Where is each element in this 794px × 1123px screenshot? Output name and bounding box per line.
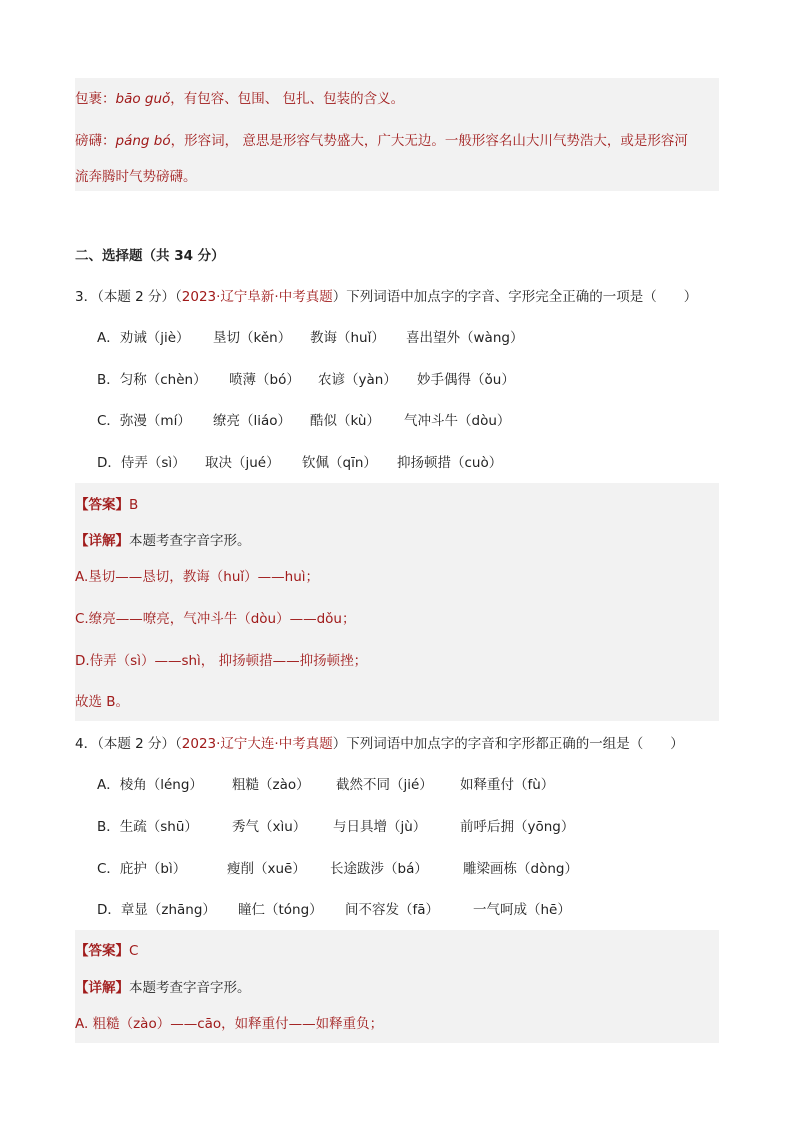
q3-option-b-2: 喷薄（bó） (229, 372, 300, 388)
q3-explanation-c: C.缭亮——嘹亮，气冲斗牛（dòu）——dǒu； (75, 611, 356, 627)
q4-option-d-1: D．章显（zhāng） (97, 902, 216, 918)
q4-option-b-2: 秀气（xìu） (232, 819, 307, 835)
q4-stem (75, 735, 684, 753)
top-line-3: 流奔腾时气势磅礴。 (75, 169, 197, 185)
q3-option-b-1: B．匀称（chèn） (97, 372, 207, 388)
q4-option-c-2: 瘦削（xuē） (227, 861, 306, 877)
q4-answer-line (75, 942, 138, 960)
q3-suffix: ）下列词语中加点字的字音、字形完全正确的一项是（ ） (332, 289, 698, 305)
desc-baoguo: ，有包容、包围、 包扎、包装的含义。 (170, 91, 405, 107)
q3-option-c-3: 酷似（kù） (310, 413, 380, 429)
term-pangbo: 磅礴： (75, 133, 116, 149)
q3-option-a-3: 教诲（huǐ） (310, 330, 385, 346)
q3-option-a-1: A．劝诫（jiè） (97, 330, 190, 346)
top-line-2 (75, 132, 688, 150)
q4-option-c-3: 长途跋涉（bá） (330, 861, 428, 877)
q4-option-c-1: C．庇护（bì） (97, 861, 187, 877)
q3-option-b-4: 妙手偶得（ǒu） (417, 372, 515, 388)
q4-suffix: ）下列词语中加点字的字音和字形都正确的一组是（ ） (332, 736, 684, 752)
q4-detail-label: 【详解】 (75, 980, 129, 996)
q4-option-b-1: B．生疏（shū） (97, 819, 198, 835)
q3-answer-line (75, 496, 138, 514)
q4-detail-text: 本题考查字音字形。 (129, 980, 251, 996)
q3-prefix: 3．（本题 2 分）（ (75, 289, 182, 305)
q4-option-a-4: 如释重付（fù） (460, 777, 555, 793)
q4-option-d-2: 瞳仁（tóng） (238, 902, 323, 918)
q4-option-d-4: 一气呵成（hē） (473, 902, 571, 918)
q4-option-b-4: 前呼后拥（yōng） (460, 819, 575, 835)
q4-option-c-4: 雕梁画栋（dòng） (463, 861, 578, 877)
q3-option-c-2: 缭亮（liáo） (213, 413, 292, 429)
q4-option-b-3: 与日具增（jù） (333, 819, 427, 835)
section-title: 二、选择题（共 34 分） (75, 248, 225, 264)
q4-option-a-1: A．棱角（léng） (97, 777, 203, 793)
q3-option-c-1: C．弥漫（mí） (97, 413, 191, 429)
q4-answer-label: 【答案】 (75, 943, 129, 959)
q4-explanation-a: A. 粗糙（zào）——cāo，如释重付——如释重负； (75, 1016, 384, 1032)
q3-option-a-4: 喜出望外（wàng） (406, 330, 524, 346)
q4-option-d-3: 间不容发（fā） (345, 902, 440, 918)
pinyin-pangbo: páng bó (115, 133, 171, 149)
q3-answer-block (75, 483, 719, 721)
q3-option-d-2: 取决（jué） (205, 455, 280, 471)
q3-answer: B (129, 497, 139, 513)
q3-detail-line (75, 532, 251, 550)
q3-answer-label: 【答案】 (75, 497, 129, 513)
q3-explanation-a: A.垦切——恳切，教诲（huǐ）——huì； (75, 569, 320, 585)
desc-pangbo: ，形容词， 意思是形容气势盛大，广大无边。一般形容名山大川气势浩大，或是形容河 (170, 133, 688, 149)
q3-explanation-d: D.侍弄（sì）——shì， 抑扬顿措——抑扬顿挫； (75, 653, 368, 669)
q3-option-d-3: 钦佩（qīn） (302, 455, 377, 471)
q3-option-c-4: 气冲斗牛（dòu） (404, 413, 511, 429)
q4-answer: C (129, 943, 139, 959)
q3-conclusion: 故选 B。 (75, 694, 130, 710)
q3-option-b-3: 农谚（yàn） (318, 372, 397, 388)
term-baoguo: 包裹： (75, 91, 116, 107)
q3-detail-text: 本题考查字音字形。 (129, 533, 251, 549)
q3-source: 2023·辽宁阜新·中考真题 (181, 289, 333, 305)
q4-prefix: 4．（本题 2 分）（ (75, 736, 182, 752)
q3-option-a-2: 垦切（kěn） (213, 330, 292, 346)
q3-stem (75, 288, 697, 306)
q3-option-d-4: 抑扬顿措（cuò） (397, 455, 503, 471)
top-line-1 (75, 90, 404, 108)
q3-option-d-1: D．侍弄（sì） (97, 455, 186, 471)
q4-option-a-2: 粗糙（zào） (232, 777, 310, 793)
q3-detail-label: 【详解】 (75, 533, 129, 549)
pinyin-baoguo: bāo guǒ (115, 91, 171, 107)
q4-source: 2023·辽宁大连·中考真题 (181, 736, 333, 752)
q4-option-a-3: 截然不同（jié） (336, 777, 433, 793)
q4-detail-line (75, 979, 251, 997)
